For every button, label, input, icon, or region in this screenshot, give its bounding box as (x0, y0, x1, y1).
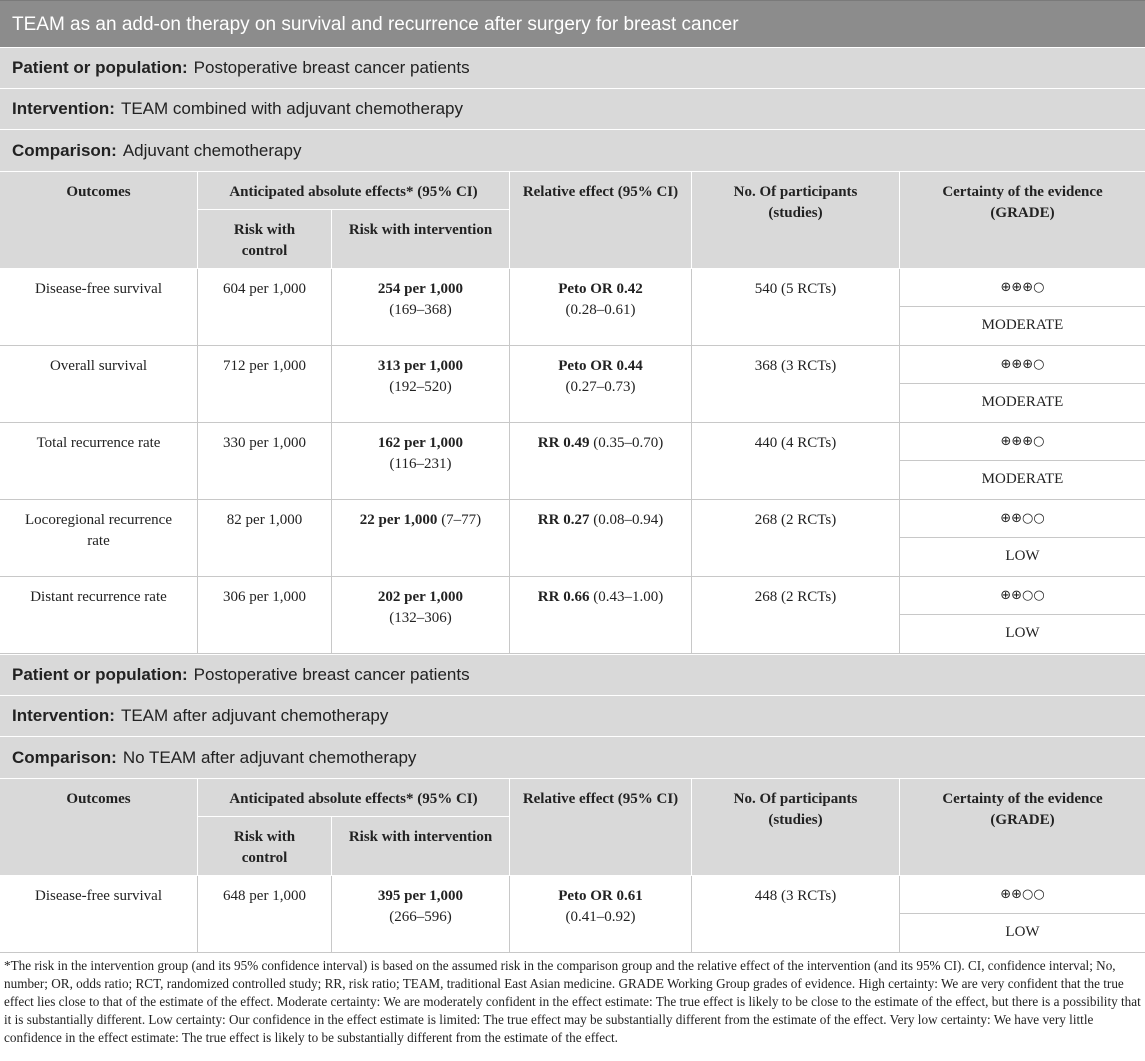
risk-control-text: 330 per 1,000 (223, 435, 306, 451)
header-certainty-text: Certainty of the evidence (GRADE) (942, 791, 1103, 828)
outcome-cell (0, 346, 198, 423)
header-certainty (900, 172, 1145, 269)
participants-text: 440 (4 RCTs) (754, 435, 837, 451)
risk-intervention-cell (332, 500, 510, 577)
risk-intervention-value: 202 per 1,000 (377, 589, 464, 605)
relative-effect-ci: (0.27–0.73) (565, 379, 636, 395)
risk-intervention-value: 313 per 1,000 (377, 358, 464, 374)
relative-effect-cell (510, 346, 692, 423)
risk-intervention-cell (332, 346, 510, 423)
participants-cell (692, 500, 900, 577)
relative-effect-cell (510, 500, 692, 577)
certainty-grade-cell (900, 307, 1145, 346)
population-label: Patient or population: (12, 58, 188, 77)
header-participants (692, 172, 900, 269)
outcome-cell (0, 500, 198, 577)
header-risk-control (198, 817, 332, 876)
certainty-grade-cell (900, 538, 1145, 577)
relative-effect-ci: (0.43–1.00) (593, 589, 664, 605)
risk-control-text: 712 per 1,000 (223, 358, 306, 374)
population-value: Postoperative breast cancer patients (193, 58, 470, 77)
participants-cell (692, 876, 900, 953)
certainty-symbol-cell (900, 500, 1145, 538)
risk-intervention-cell (332, 269, 510, 346)
certainty-symbol-cell (900, 423, 1145, 461)
footnote: *The risk in the intervention group (and its 95% confidence interval) is based on the assumed risk in the comparison group and the relative effect of the intervention (and its 95% CI). CI, confidence interval; No, number; OR, odds ratio; RCT, randomized controlled study; RR, risk ratio; TEAM, traditional East Asian medicine. GRADE Working Group grades of evidence. High certainty: We are very confident that the true effect lies close to that of the estimate of the effect. Moderate certainty: We are moderately confident in the effect estimate: The true effect is likely to be close to the estimate of the effect, but there is a possibility that it is substantially different. Low certainty: Our confidence in the effect estimate is limited: The true effect may be substantially different from the estimate of the effect. Very low certainty: We have very little confidence in the effect estimate: The true effect is likely to be substantially different from the estimate of the effect. (4, 958, 1141, 1045)
outcome-text: Distant recurrence rate (30, 589, 167, 605)
header-risk-intervention-text: Risk with intervention (348, 829, 493, 845)
header-relative (510, 779, 692, 876)
certainty-symbol-cell (900, 269, 1145, 307)
relative-effect-ci: (0.41–0.92) (565, 909, 636, 925)
comparison-value: Adjuvant chemotherapy (122, 140, 302, 160)
outcome-text: Locoregional recurrence rate (25, 512, 172, 549)
intervention-value: TEAM combined with adjuvant chemotherapy (120, 99, 464, 118)
participants-text: 540 (5 RCTs) (754, 281, 837, 297)
risk-intervention-cell (332, 577, 510, 654)
risk-intervention-ci: (132–306) (389, 610, 452, 626)
risk-control-cell (198, 876, 332, 953)
outcome-text: Overall survival (49, 358, 148, 374)
certainty-symbol-icon: ⊕⊕○○ (1000, 588, 1045, 603)
certainty-symbol-cell (900, 577, 1145, 615)
risk-control-cell (198, 500, 332, 577)
header-participants (692, 779, 900, 876)
header-certainty-text: Certainty of the evidence (GRADE) (942, 184, 1103, 221)
header-risk-control-text: Risk with control (233, 222, 296, 259)
risk-control-cell (198, 577, 332, 654)
participants-cell (692, 577, 900, 654)
risk-control-text: 604 per 1,000 (223, 281, 306, 297)
relative-effect-ci: (0.08–0.94) (593, 512, 664, 528)
relative-effect-value: Peto OR 0.44 (558, 358, 643, 374)
risk-control-text: 82 per 1,000 (226, 512, 303, 528)
certainty-grade-cell (900, 615, 1145, 654)
header-outcomes-text: Outcomes (66, 791, 131, 807)
risk-control-text: 306 per 1,000 (223, 589, 306, 605)
certainty-grade-cell (900, 384, 1145, 423)
risk-intervention-ci: (192–520) (389, 379, 452, 395)
risk-intervention-value: 395 per 1,000 (377, 888, 464, 904)
relative-effect-ci: (0.35–0.70) (593, 435, 664, 451)
outcome-cell (0, 876, 198, 953)
header-certainty (900, 779, 1145, 876)
intervention-label: Intervention: (12, 706, 115, 725)
participants-cell (692, 269, 900, 346)
intervention-label: Intervention: (12, 99, 115, 118)
header-relative-text: Relative effect (95% CI) (522, 791, 679, 807)
risk-control-cell (198, 423, 332, 500)
risk-intervention-value: 162 per 1,000 (377, 435, 464, 451)
outcome-text: Disease-free survival (34, 888, 163, 904)
header-anticipated (198, 779, 510, 817)
certainty-symbol-cell (900, 346, 1145, 384)
participants-text: 268 (2 RCTs) (754, 589, 837, 605)
risk-intervention-ci: (7–77) (441, 512, 482, 528)
header-risk-intervention (332, 817, 510, 876)
certainty-symbol-icon: ⊕⊕○○ (1000, 887, 1045, 902)
intervention-band (0, 696, 1145, 737)
certainty-grade-text: LOW (1005, 625, 1040, 641)
participants-cell (692, 423, 900, 500)
relative-effect-value: Peto OR 0.42 (558, 281, 643, 297)
risk-intervention-ci: (169–368) (389, 302, 452, 318)
intervention-band (0, 89, 1145, 130)
certainty-grade-cell (900, 914, 1145, 953)
certainty-grade-cell (900, 461, 1145, 500)
population-band (0, 48, 1145, 89)
outcome-cell (0, 269, 198, 346)
certainty-grade-text: MODERATE (981, 471, 1064, 487)
relative-effect-value: Peto OR 0.61 (558, 888, 643, 904)
comparison-value: No TEAM after adjuvant chemotherapy (122, 747, 417, 767)
header-relative (510, 172, 692, 269)
certainty-symbol-icon: ⊕⊕○○ (1000, 511, 1045, 526)
header-risk-control-text: Risk with control (233, 829, 296, 866)
outcome-text: Disease-free survival (34, 281, 163, 297)
relative-effect-cell (510, 577, 692, 654)
header-risk-intervention-text: Risk with intervention (348, 222, 493, 238)
header-participants-text: No. Of participants (studies) (733, 184, 858, 221)
header-relative-text: Relative effect (95% CI) (522, 184, 679, 200)
risk-intervention-value: 254 per 1,000 (377, 281, 464, 297)
outcome-cell (0, 577, 198, 654)
header-anticipated-text: Anticipated absolute effects* (95% CI) (229, 184, 478, 200)
participants-text: 368 (3 RCTs) (754, 358, 837, 374)
comparison-label: Comparison: (12, 140, 117, 160)
certainty-grade-text: MODERATE (981, 317, 1064, 333)
risk-control-cell (198, 346, 332, 423)
outcome-text: Total recurrence rate (36, 435, 161, 451)
header-anticipated (198, 172, 510, 210)
table-title: TEAM as an add-on therapy on survival and recurrence after surgery for breast cancer (0, 0, 1145, 47)
risk-intervention-cell (332, 423, 510, 500)
certainty-symbol-cell (900, 876, 1145, 914)
certainty-symbol-icon: ⊕⊕⊕○ (1000, 434, 1045, 449)
risk-intervention-value: 22 per 1,000 (359, 512, 438, 528)
header-anticipated-text: Anticipated absolute effects* (95% CI) (229, 791, 478, 807)
comparison-label: Comparison: (12, 747, 117, 767)
certainty-grade-text: LOW (1005, 924, 1040, 940)
certainty-grade-text: LOW (1005, 548, 1040, 564)
certainty-grade-text: MODERATE (981, 394, 1064, 410)
participants-text: 268 (2 RCTs) (754, 512, 837, 528)
risk-intervention-cell (332, 876, 510, 953)
relative-effect-ci: (0.28–0.61) (565, 302, 636, 318)
comparison-band (0, 737, 1145, 779)
header-risk-control (198, 210, 332, 269)
relative-effect-cell (510, 423, 692, 500)
participants-text: 448 (3 RCTs) (754, 888, 837, 904)
risk-control-text: 648 per 1,000 (223, 888, 306, 904)
population-value: Postoperative breast cancer patients (193, 665, 470, 684)
intervention-value: TEAM after adjuvant chemotherapy (120, 706, 389, 725)
relative-effect-value: RR 0.49 (537, 435, 590, 451)
certainty-symbol-icon: ⊕⊕⊕○ (1000, 357, 1045, 372)
summary-table-1 (0, 172, 1145, 655)
relative-effect-value: RR 0.66 (537, 589, 590, 605)
risk-intervention-ci: (116–231) (389, 456, 452, 472)
header-outcomes (0, 172, 198, 269)
risk-intervention-ci: (266–596) (389, 909, 452, 925)
population-label: Patient or population: (12, 665, 188, 684)
header-risk-intervention (332, 210, 510, 269)
header-outcomes-text: Outcomes (66, 184, 131, 200)
summary-table-2 (0, 779, 1145, 954)
risk-control-cell (198, 269, 332, 346)
relative-effect-value: RR 0.27 (537, 512, 590, 528)
participants-cell (692, 346, 900, 423)
header-outcomes (0, 779, 198, 876)
relative-effect-cell (510, 269, 692, 346)
header-participants-text: No. Of participants (studies) (733, 791, 858, 828)
population-band (0, 655, 1145, 696)
comparison-band (0, 130, 1145, 172)
relative-effect-cell (510, 876, 692, 953)
certainty-symbol-icon: ⊕⊕⊕○ (1000, 280, 1045, 295)
outcome-cell (0, 423, 198, 500)
